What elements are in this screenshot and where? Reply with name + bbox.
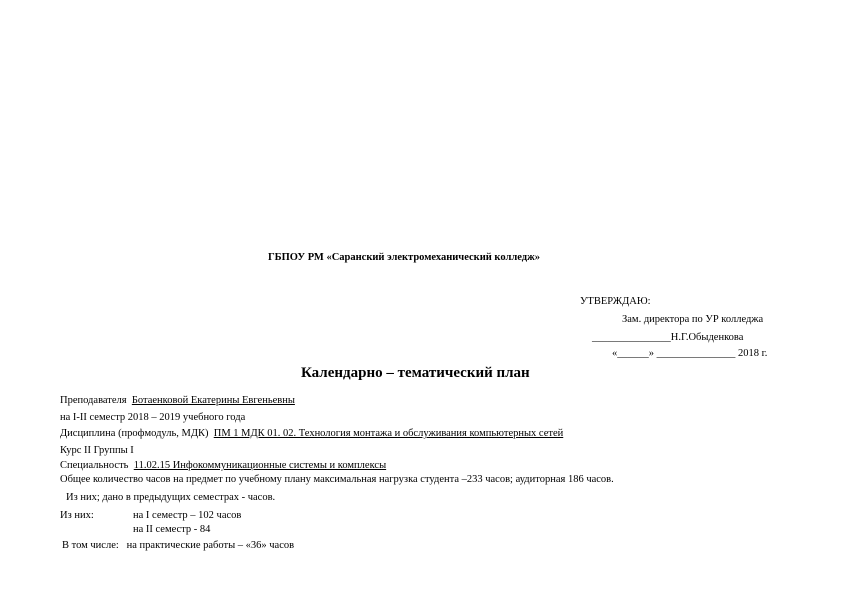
teacher-label: Преподавателя <box>60 395 127 406</box>
organization-name: ГБПОУ РМ «Саранский электромеханический колледж» <box>268 252 540 263</box>
discipline-value: ПМ 1 МДК 01. 02. Технология монтажа и обслуживания компьютерных сетей <box>213 428 564 439</box>
teacher-line <box>60 394 295 407</box>
semester2-hours: на II семестр - 84 <box>133 524 211 535</box>
course-line: Курс II Группы I <box>60 445 134 456</box>
breakdown-label: Из них: <box>60 510 94 521</box>
semester1-hours: на I семестр – 102 часов <box>133 510 242 521</box>
discipline-label: Дисциплина (профмодуль, МДК) <box>60 428 209 439</box>
semester-line: на I-II семестр 2018 – 2019 учебного года <box>60 412 246 423</box>
specialty-value: 11.02.15 Инфокоммуникационные системы и комплексы <box>133 460 387 471</box>
specialty-line <box>60 459 386 472</box>
practical-value: на практические работы – «36» часов <box>126 540 295 551</box>
total-hours-line: Общее количество часов на предмет по учебному плану максимальная нагрузка студента –233 часов; аудиторная 186 часов. <box>60 474 614 485</box>
teacher-name: Ботаенковой Екатерины Евгеньевны <box>131 395 295 406</box>
practical-label: В том числе: <box>62 540 119 551</box>
document-title: Календарно – тематический план <box>301 365 530 381</box>
approval-signature: _______________Н.Г.Обыденкова <box>592 332 744 343</box>
approval-date: «______» _______________ 2018 г. <box>612 348 768 359</box>
discipline-line <box>60 427 563 440</box>
approval-title: УТВЕРЖДАЮ: <box>580 296 651 307</box>
specialty-label: Специальность <box>60 460 129 471</box>
previous-semesters-line: Из них; дано в предыдущих семестрах - часов. <box>66 492 276 503</box>
practical-line <box>62 539 294 552</box>
approval-position: Зам. директора по УР колледжа <box>622 314 764 325</box>
